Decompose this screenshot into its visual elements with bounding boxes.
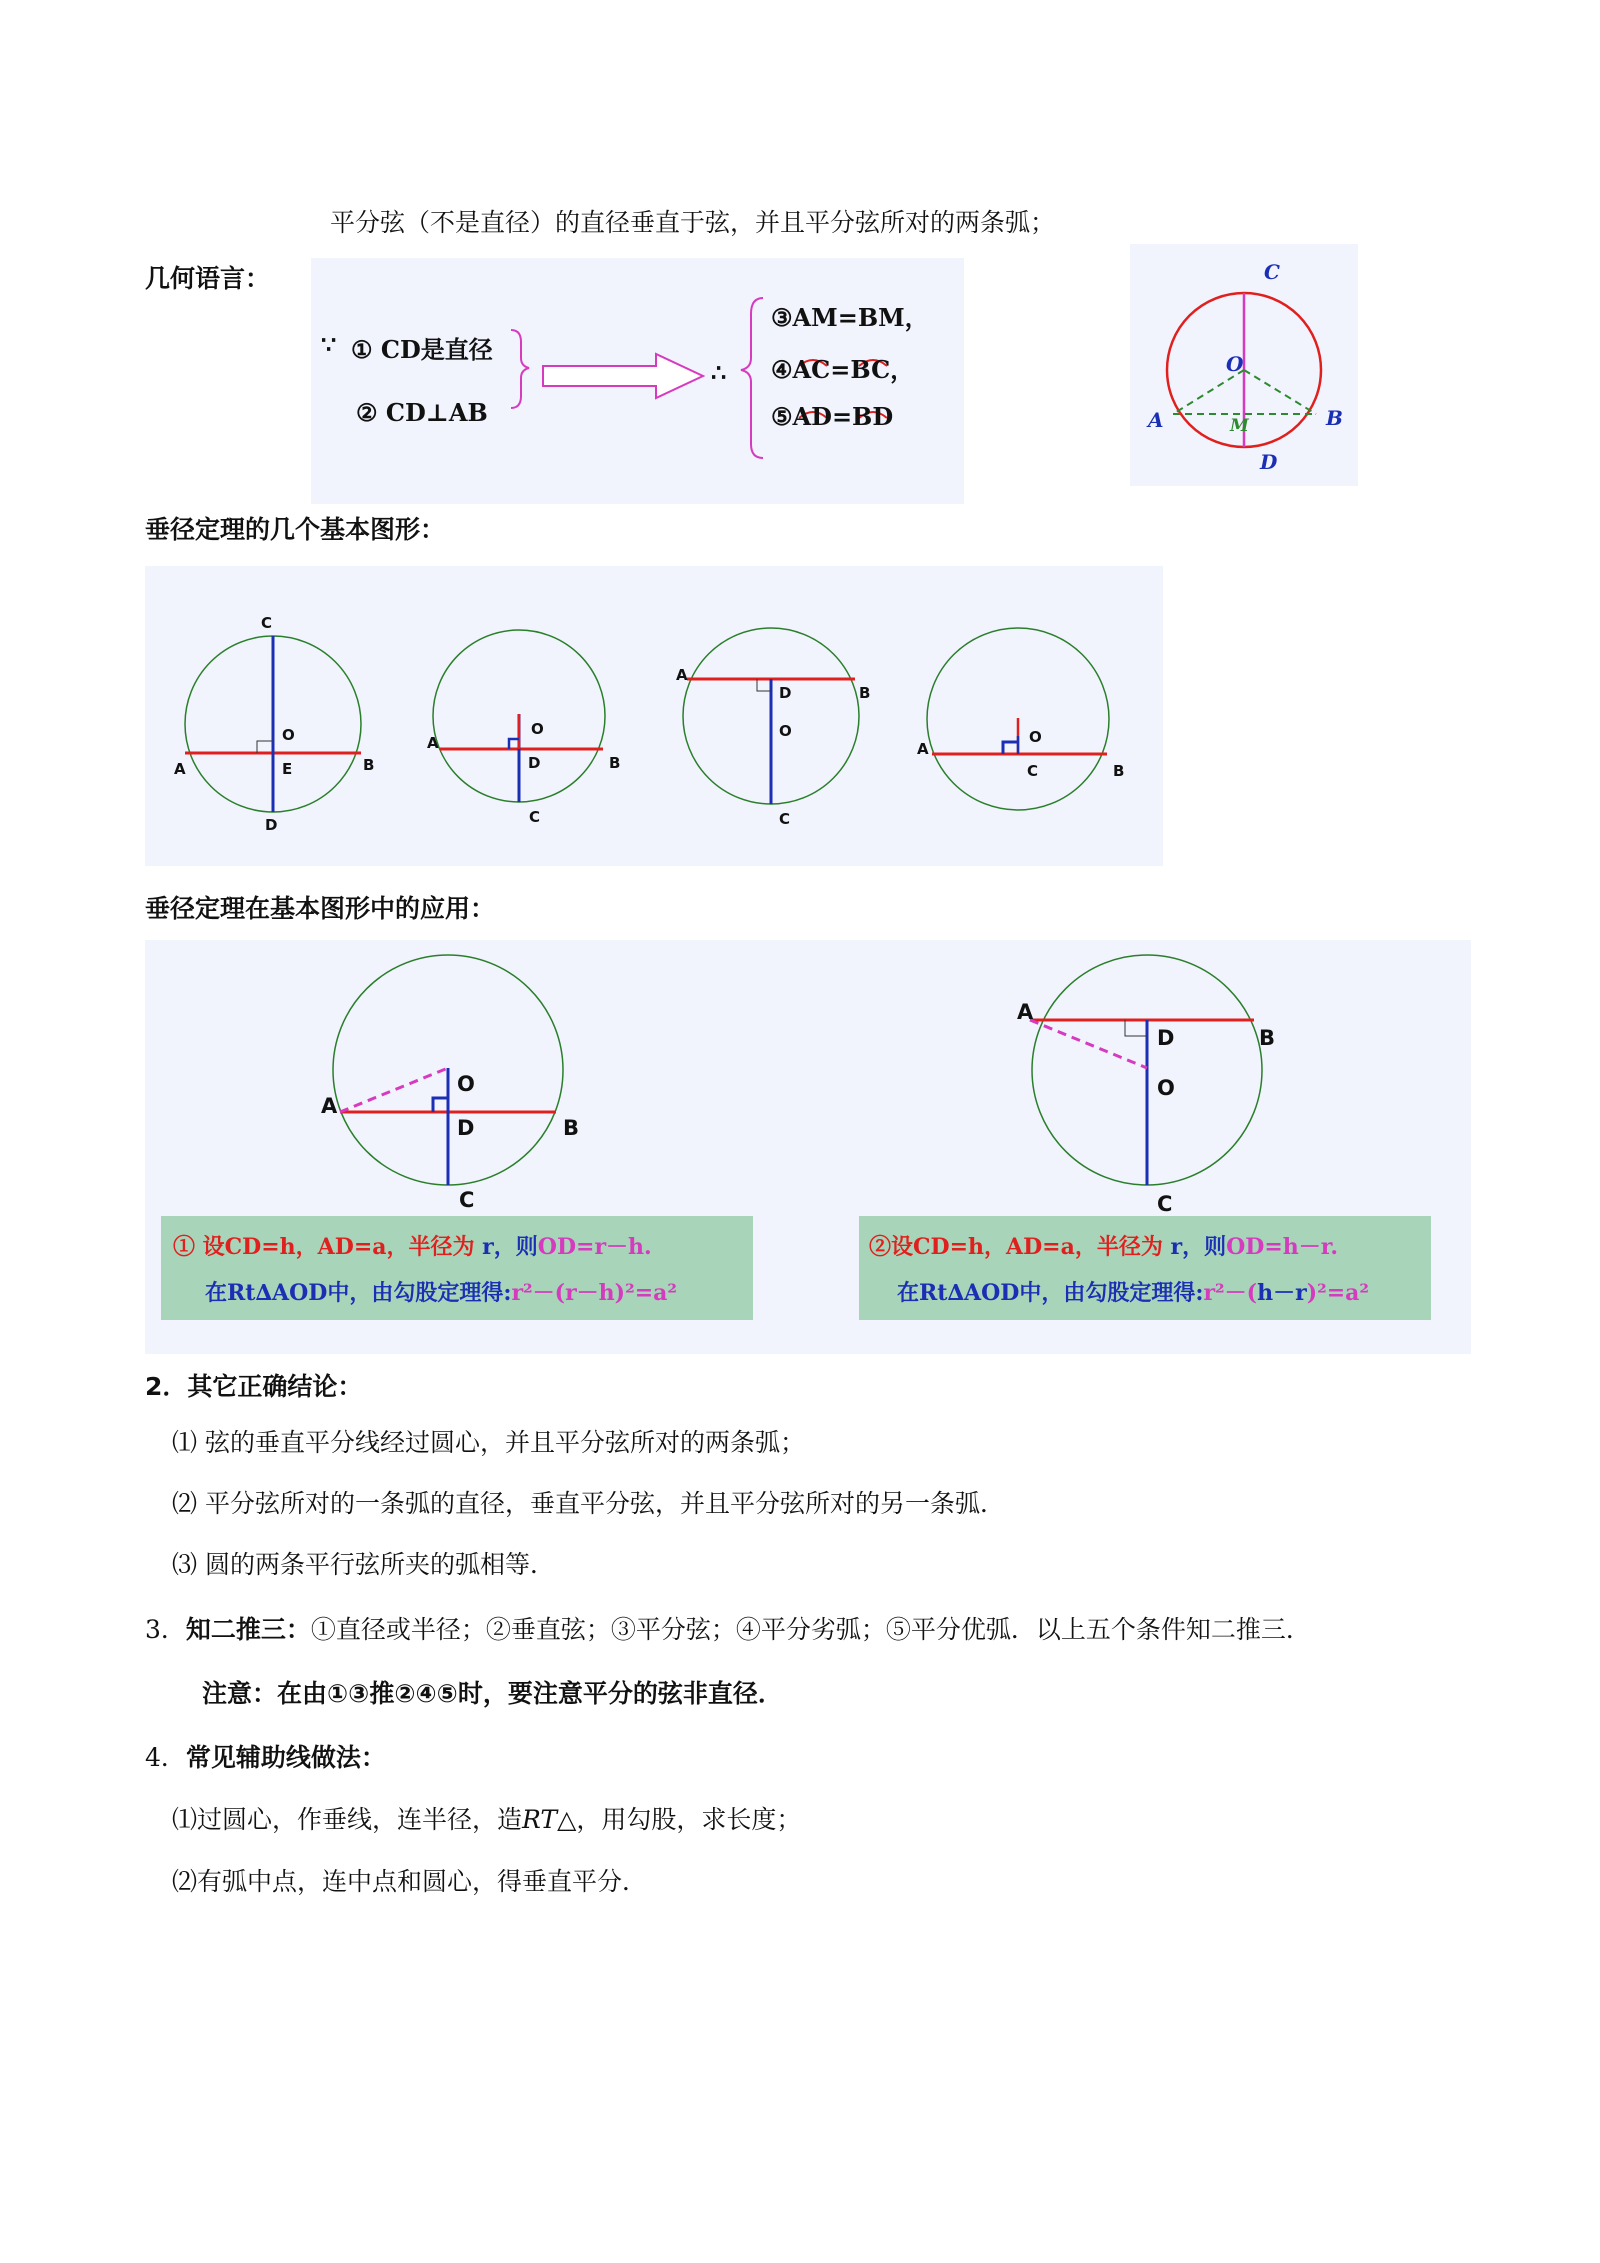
geo-language-box	[311, 258, 964, 504]
app-right-radius	[1030, 1020, 1147, 1068]
condition-2: ② CD⊥AB	[356, 398, 488, 427]
fig2-label-d: D	[528, 754, 541, 772]
section-2-item-3: ⑶ 圆的两条平行弦所夹的弧相等．	[172, 1550, 555, 1579]
fig2-label-c: C	[529, 808, 541, 826]
fig2-label-o: O	[531, 720, 544, 738]
application-heading: 垂径定理在基本图形中的应用：	[145, 894, 496, 923]
result-3: ③AM=BM，	[771, 303, 929, 332]
application-panel	[145, 940, 1471, 1354]
main-label-b: B	[1326, 406, 1343, 430]
fig4-label-b: B	[1113, 762, 1125, 780]
fig3-label-o: O	[779, 722, 792, 740]
app-left-label-d: D	[457, 1116, 475, 1140]
fig3-label-b: B	[859, 684, 871, 702]
fig1-label-b: B	[363, 756, 375, 774]
fig4-label-a: A	[917, 740, 929, 758]
fig4-right-angle	[1003, 742, 1018, 754]
main-figure	[1130, 244, 1358, 486]
app-left-label-c: C	[459, 1188, 475, 1212]
section-3-line: 3．知二推三：①直径或半径；②垂直弦；③平分弦；④平分劣弧；⑤平分优弧．以上五个条件知二推三．	[145, 1615, 1311, 1644]
app-left-formula-box	[161, 1216, 753, 1320]
fig3-label-d: D	[779, 684, 792, 702]
section-3-note: 注意：在由①③推②④⑤时，要注意平分的弦非直径．	[202, 1679, 783, 1708]
fig4-label-c: C	[1027, 762, 1039, 780]
since-symbol: ∵	[321, 330, 337, 359]
fig3-label-c: C	[779, 810, 791, 828]
therefore-symbol: ∴	[711, 358, 727, 387]
basic-figures-heading: 垂径定理的几个基本图形：	[145, 515, 446, 544]
fig3-right-angle	[757, 679, 771, 691]
section-2-title: 2．其它正确结论：	[145, 1372, 363, 1401]
app-right-right-angle	[1125, 1020, 1147, 1036]
fig2-label-b: B	[609, 754, 621, 772]
fig1-label-c: C	[261, 614, 273, 632]
app-right-label-a: A	[1017, 1000, 1034, 1024]
main-label-o: O	[1226, 352, 1244, 376]
app-right-label-b: B	[1259, 1026, 1276, 1050]
app-right-formula-box	[859, 1216, 1431, 1320]
main-label-a: A	[1148, 408, 1164, 432]
app-right-label-c: C	[1157, 1192, 1173, 1216]
main-label-m: M	[1230, 416, 1249, 436]
app-right-line-1: ②设CD=h，AD=a，半径为 r，则OD=h－r.	[869, 1234, 1339, 1260]
app-left-line-1: ① 设CD=h，AD=a，半径为 r，则OD=r－h.	[173, 1234, 652, 1260]
fig1-label-d: D	[265, 816, 278, 834]
left-brace	[511, 330, 529, 408]
section-4-item-1: ⑴过圆心，作垂线，连半径，造RT△，用勾股，求长度；	[172, 1805, 802, 1834]
fig4-label-o: O	[1029, 728, 1042, 746]
main-figure-graphic	[1130, 244, 1358, 486]
arrow-icon	[543, 354, 703, 398]
app-left-line-2: 在Rt∆AOD中，由勾股定理得:r²－(r－h)²=a²	[205, 1280, 678, 1306]
section-2-item-2: ⑵ 平分弦所对的一条弧的直径，垂直平分弦，并且平分弦所对的另一条弧．	[172, 1489, 1005, 1518]
app-right-label-d: D	[1157, 1026, 1175, 1050]
intro-line: 平分弦（不是直径）的直径垂直于弦，并且平分弦所对的两条弧；	[330, 208, 1056, 237]
app-left-label-o: O	[457, 1072, 475, 1096]
fig1-label-o: O	[282, 726, 295, 744]
fig3-label-a: A	[676, 666, 688, 684]
main-label-c: C	[1264, 260, 1280, 284]
app-right-line-2: 在Rt∆AOD中，由勾股定理得:r²－(h－r)²=a²	[897, 1280, 1370, 1306]
app-right-label-o: O	[1157, 1076, 1175, 1100]
section-2-item-1: ⑴ 弦的垂直平分线经过圆心，并且平分弦所对的两条弧；	[172, 1428, 805, 1457]
radius-oa	[1173, 370, 1244, 414]
app-left-right-angle	[433, 1098, 448, 1112]
main-label-d: D	[1260, 450, 1278, 474]
right-brace	[741, 298, 763, 458]
section-4-item-2: ⑵有弧中点，连中点和圆心，得垂直平分．	[172, 1867, 648, 1896]
fig1-label-a: A	[174, 760, 186, 778]
app-left-label-a: A	[321, 1094, 338, 1118]
section-4-title: 4．常见辅助线做法：	[145, 1743, 386, 1772]
condition-1: ① CD是直径	[351, 335, 493, 364]
basic-figures-panel	[145, 566, 1163, 866]
basic-figures-graphic	[145, 566, 1163, 866]
radius-ob	[1244, 370, 1316, 414]
result-5: ⑤AD=BD	[771, 402, 894, 431]
result-4: ④AC=BC，	[771, 355, 915, 384]
fig1-right-angle	[257, 741, 273, 753]
fig1-label-e: E	[282, 760, 293, 778]
fig2-label-a: A	[427, 734, 439, 752]
geo-language-label: 几何语言：	[145, 264, 271, 293]
app-left-label-b: B	[563, 1116, 580, 1140]
